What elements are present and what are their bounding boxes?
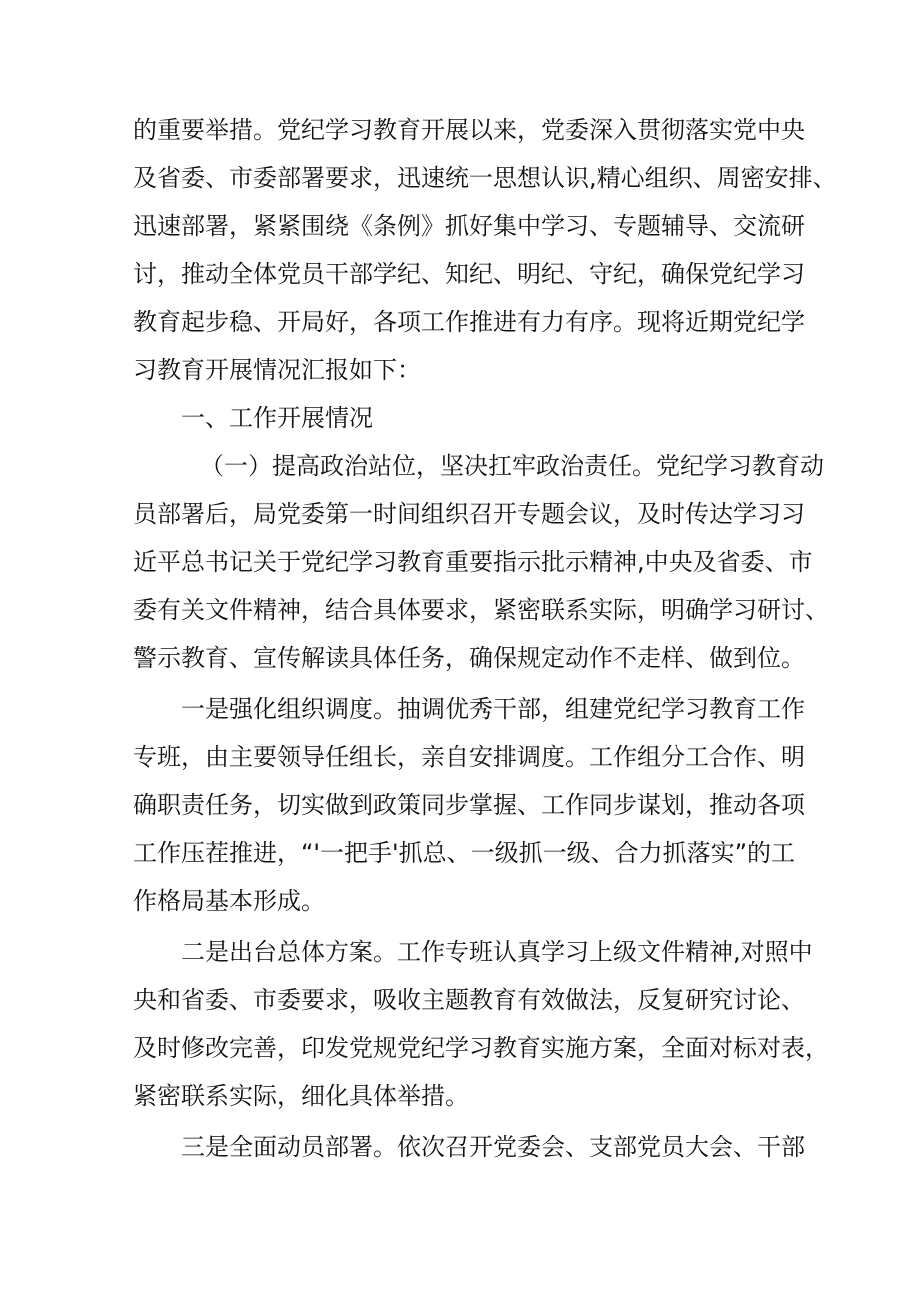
paragraph-line: 迅速部署，紧紧围绕《条例》抓好集中学习、专题辅导、交流研 bbox=[133, 212, 805, 240]
paragraph-line: 一是强化组织调度。抽调优秀干部，组建党纪学习教育工作 bbox=[181, 695, 805, 723]
paragraph-line: 的重要举措。党纪学习教育开展以来，党委深入贯彻落实党中央 bbox=[133, 116, 805, 144]
paragraph-line: 三是全面动员部署。依次召开党委会、支部党员大会、干部 bbox=[181, 1133, 805, 1161]
paragraph-line: 及时修改完善，印发党规党纪学习教育实施方案，全面对标对表， bbox=[133, 1034, 829, 1062]
paragraph-line: 作格局基本形成。 bbox=[133, 887, 325, 915]
paragraph-line: 确职责任务，切实做到政策同步掌握、工作同步谋划，推动各项 bbox=[133, 791, 805, 819]
section-heading: 一、工作开展情况 bbox=[181, 404, 373, 432]
paragraph-line: 警示教育、宣传解读具体任务，确保规定动作不走样、做到位。 bbox=[133, 644, 805, 672]
paragraph-line: 讨，推动全体党员干部学纪、知纪、明纪、守纪，确保党纪学习 bbox=[133, 260, 805, 288]
paragraph-line: 央和省委、市委要求，吸收主题教育有效做法，反复研究讨论、 bbox=[133, 986, 805, 1014]
paragraph-line: 紧密联系实际，细化具体举措。 bbox=[133, 1082, 469, 1110]
paragraph-line: 员部署后，局党委第一时间组织召开专题会议，及时传达学习习 bbox=[133, 500, 805, 528]
paragraph-line: 委有关文件精神，结合具体要求，紧密联系实际，明确学习研讨、 bbox=[133, 596, 829, 624]
paragraph-line: 教育起步稳、开局好，各项工作推进有力有序。现将近期党纪学 bbox=[133, 308, 805, 336]
subsection-heading-line: （一）提高政治站位，坚决扛牢政治责任。党纪学习教育动 bbox=[200, 452, 824, 480]
paragraph-line: 专班，由主要领导任组长，亲自安排调度。工作组分工合作、明 bbox=[133, 743, 805, 771]
paragraph-line: 近平总书记关于党纪学习教育重要指示批示精神,中央及省委、市 bbox=[133, 548, 813, 576]
paragraph-line: 习教育开展情况汇报如下： bbox=[133, 356, 421, 384]
paragraph-line: 工作压茬推进，“'一把手'抓总、一级抓一级、合力抓落实”的工 bbox=[133, 839, 796, 867]
paragraph-line: 二是出台总体方案。工作专班认真学习上级文件精神,对照中 bbox=[181, 938, 813, 966]
paragraph-line: 及省委、市委部署要求，迅速统一思想认识,精心组织、周密安排、 bbox=[133, 164, 837, 192]
